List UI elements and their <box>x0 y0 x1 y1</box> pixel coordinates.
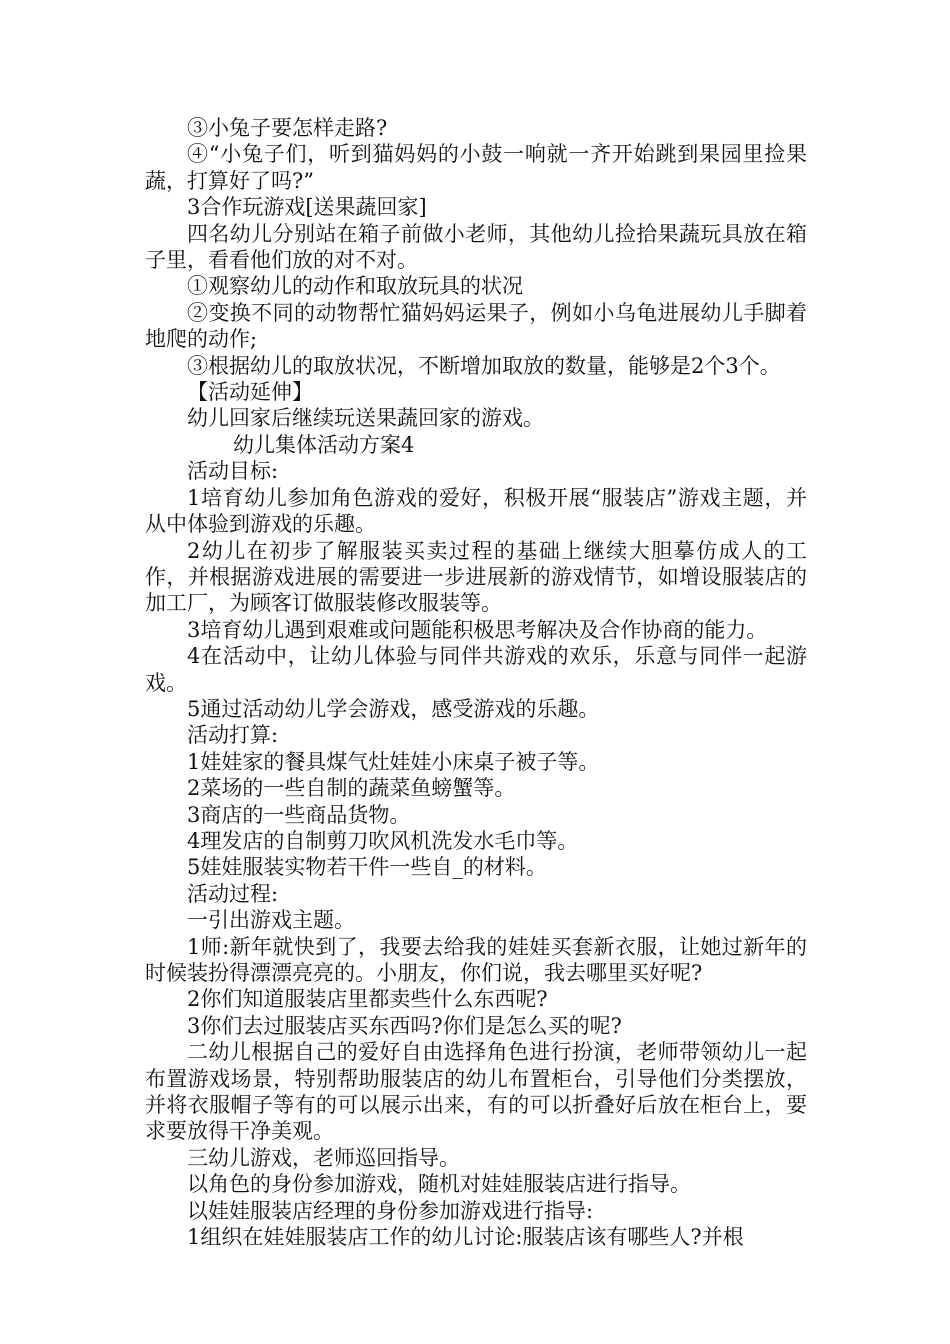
list-item: 1培育幼儿参加角色游戏的爱好，积极开展“服装店”游戏主题，并从中体验到游戏的乐趣。 <box>145 485 807 537</box>
paragraph: 三幼儿游戏，老师巡回指导。 <box>187 1145 460 1170</box>
paragraph: ③根据幼儿的取放状况，不断增加取放的数量，能够是2个3个。 <box>187 353 781 378</box>
paragraph: 以角色的身份参加游戏，随机对娃娃服装店进行指导。 <box>187 1172 691 1197</box>
document-title: 幼儿集体活动方案4 <box>233 432 415 457</box>
list-item: 2幼儿在初步了解服装买卖过程的基础上继续大胆摹仿成人的工作，并根据游戏进展的需要进一步进展新的游戏情节，如增设服装店的加工厂，为顾客订做服装修改服装等。 <box>145 538 807 616</box>
paragraph: 以娃娃服装店经理的身份参加游戏进行指导: <box>187 1198 594 1223</box>
list-item: 5通过活动幼儿学会游戏，感受游戏的乐趣。 <box>187 696 600 721</box>
list-item: 2你们知道服装店里都卖些什么东西呢? <box>187 987 548 1012</box>
list-item: 4理发店的自制剪刀吹风机洗发水毛巾等。 <box>187 828 579 853</box>
list-item: 2菜场的一些自制的蔬菜鱼螃蟹等。 <box>187 776 516 801</box>
paragraph: 四名幼儿分别站在箱子前做小老师，其他幼儿捡拾果蔬玩具放在箱子里，看看他们放的对不对。 <box>145 221 807 273</box>
paragraph: 幼儿回家后继续玩送果蔬回家的游戏。 <box>187 406 544 431</box>
list-item: 3培育幼儿遇到艰难或问题能积极思考解决及合作协商的能力。 <box>187 617 768 642</box>
paragraph: 二幼儿根据自己的爱好自由选择角色进行扮演，老师带领幼儿一起布置游戏场景，特别帮助服装店的幼儿布置柜台，引导他们分类摆放，并将衣服帽子等有的可以展示出来，有的可以折叠好后放在柜台上，要求要放得干净美观。 <box>145 1040 807 1144</box>
list-item: 1组织在娃娃服装店工作的幼儿讨论:服装店该有哪些人?并根 <box>187 1225 744 1250</box>
paragraph: 一引出游戏主题。 <box>187 908 355 933</box>
section-heading: 3合作玩游戏[送果蔬回家] <box>187 195 427 220</box>
paragraph: ①观察幼儿的动作和取放玩具的状况 <box>187 274 523 299</box>
paragraph: ②变换不同的动物帮忙猫妈妈运果子，例如小乌龟进展幼儿手脚着地爬的动作; <box>145 300 807 352</box>
list-item: 3你们去过服装店买东西吗?你们是怎么买的呢? <box>187 1013 622 1038</box>
list-item: 5娃娃服装实物若干件一些自_的材料。 <box>187 855 547 880</box>
section-heading: 活动过程: <box>187 881 279 906</box>
document-page <box>145 115 807 1250</box>
section-heading: 活动打算: <box>187 723 279 748</box>
list-item: 3商店的一些商品货物。 <box>187 802 411 827</box>
paragraph: ④“小兔子们，听到猫妈妈的小鼓一响就一齐开始跳到果园里捡果蔬，打算好了吗?” <box>145 142 807 193</box>
list-item: 1娃娃家的餐具煤气灶娃娃小床桌子被子等。 <box>187 749 600 774</box>
list-item: 4在活动中，让幼儿体验与同伴共游戏的欢乐，乐意与同伴一起游戏。 <box>145 644 807 695</box>
section-heading: 活动目标: <box>187 459 279 484</box>
section-heading: 【活动延伸】 <box>187 380 313 405</box>
paragraph: ③小兔子要怎样走路? <box>187 116 388 140</box>
list-item: 1师:新年就快到了，我要去给我的娃娃买套新衣服，让她过新年的时候装扮得漂漂亮亮的。小朋友，你们说，我去哪里买好呢? <box>145 934 807 985</box>
